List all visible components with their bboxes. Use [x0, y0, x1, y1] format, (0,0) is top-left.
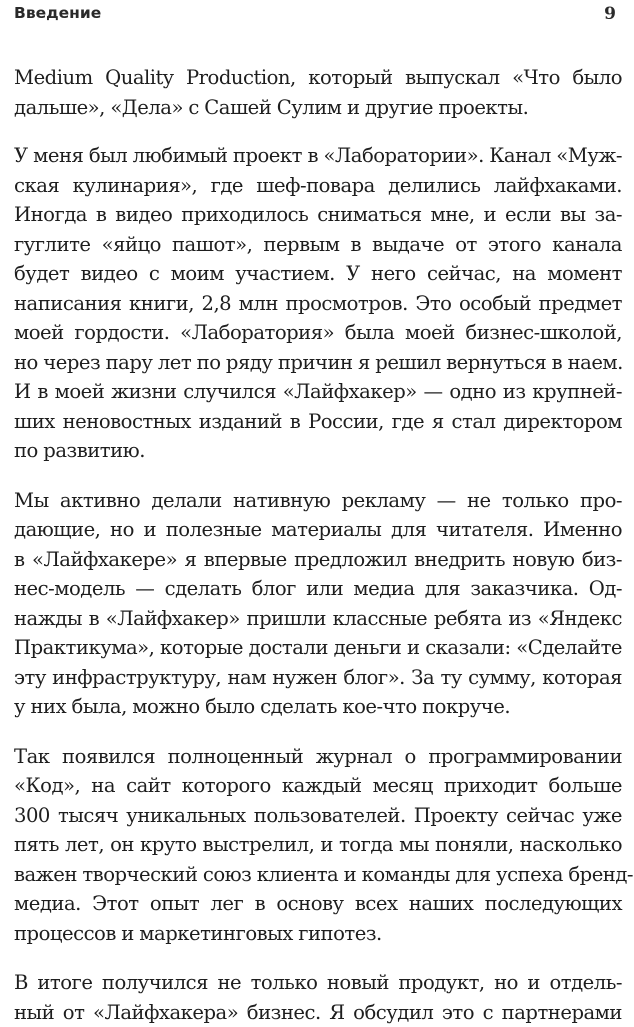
text-line: ный от «Лайфхакера» бизнес. Я обсудил это с партнерами — [14, 998, 622, 1027]
paragraph-5 — [14, 968, 622, 1027]
text-line: «Код», на сайт которого каждый месяц приходит больше — [14, 771, 622, 801]
text-line: дальше», «Дела» с Сашей Сулим и другие проекты. — [14, 93, 622, 123]
text-line: моей гордости. «Лаборатория» была моей бизнес-школой, — [14, 318, 622, 348]
text-line: важен творческий союз клиента и команды для успеха бренд- — [14, 860, 622, 890]
text-line: пять лет, он круто выстрелил, и тогда мы поняли, насколько — [14, 830, 622, 860]
body-text — [14, 63, 622, 1027]
text-line: 300 тысяч уникальных пользователей. Проекту сейчас уже — [14, 801, 622, 831]
text-line: Medium Quality Production, который выпускал «Что было — [14, 63, 622, 93]
text-line: будет видео с моим участием. У него сейчас, на момент — [14, 259, 622, 289]
paragraph-4 — [14, 742, 622, 949]
paragraph-1 — [14, 63, 622, 122]
text-line: у них была, можно было сделать кое-что покруче. — [14, 692, 622, 722]
text-line: ших неновостных изданий в России, где я стал директором — [14, 407, 622, 437]
text-line: эту инфраструктуру, нам нужен блог». За ту сумму, которая — [14, 663, 622, 693]
section-title: Введение — [14, 4, 101, 22]
text-line: но через пару лет по ряду причин я решил вернуться в наем. — [14, 348, 622, 378]
text-line: Иногда в видео приходилось сниматься мне, и если вы за- — [14, 200, 622, 230]
text-line: в «Лайфхакере» я впервые предложил внедрить новую биз- — [14, 545, 622, 575]
paragraph-3 — [14, 486, 622, 722]
running-header — [14, 4, 620, 30]
text-line: Мы активно делали нативную рекламу — не только про- — [14, 486, 622, 516]
text-line: ская кулинария», где шеф-повара делились лайфхаками. — [14, 171, 622, 201]
text-line: И в моей жизни случился «Лайфхакер» — одно из крупней- — [14, 377, 622, 407]
text-line: Практикума», которые достали деньги и сказали: «Сделайте — [14, 633, 622, 663]
text-line: написания книги, 2,8 млн просмотров. Это особый предмет — [14, 289, 622, 319]
text-line: Так появился полноценный журнал о программировании — [14, 742, 622, 772]
text-line: нес-модель — сделать блог или медиа для заказчика. Од- — [14, 574, 622, 604]
text-line: нажды в «Лайфхакер» пришли классные ребята из «Яндекс — [14, 604, 622, 634]
text-line: гуглите «яйцо пашот», первым в выдаче от этого канала — [14, 230, 622, 260]
text-line: В итоге получился не только новый продукт, но и отдель- — [14, 968, 622, 998]
page-number: 9 — [604, 4, 616, 24]
text-line: дающие, но и полезные материалы для читателя. Именно — [14, 515, 622, 545]
text-line: процессов и маркетинговых гипотез. — [14, 919, 622, 949]
text-line: медиа. Этот опыт лег в основу всех наших последующих — [14, 889, 622, 919]
paragraph-2 — [14, 141, 622, 466]
text-line: У меня был любимый проект в «Лаборатории». Канал «Муж- — [14, 141, 622, 171]
text-line: по развитию. — [14, 436, 622, 466]
